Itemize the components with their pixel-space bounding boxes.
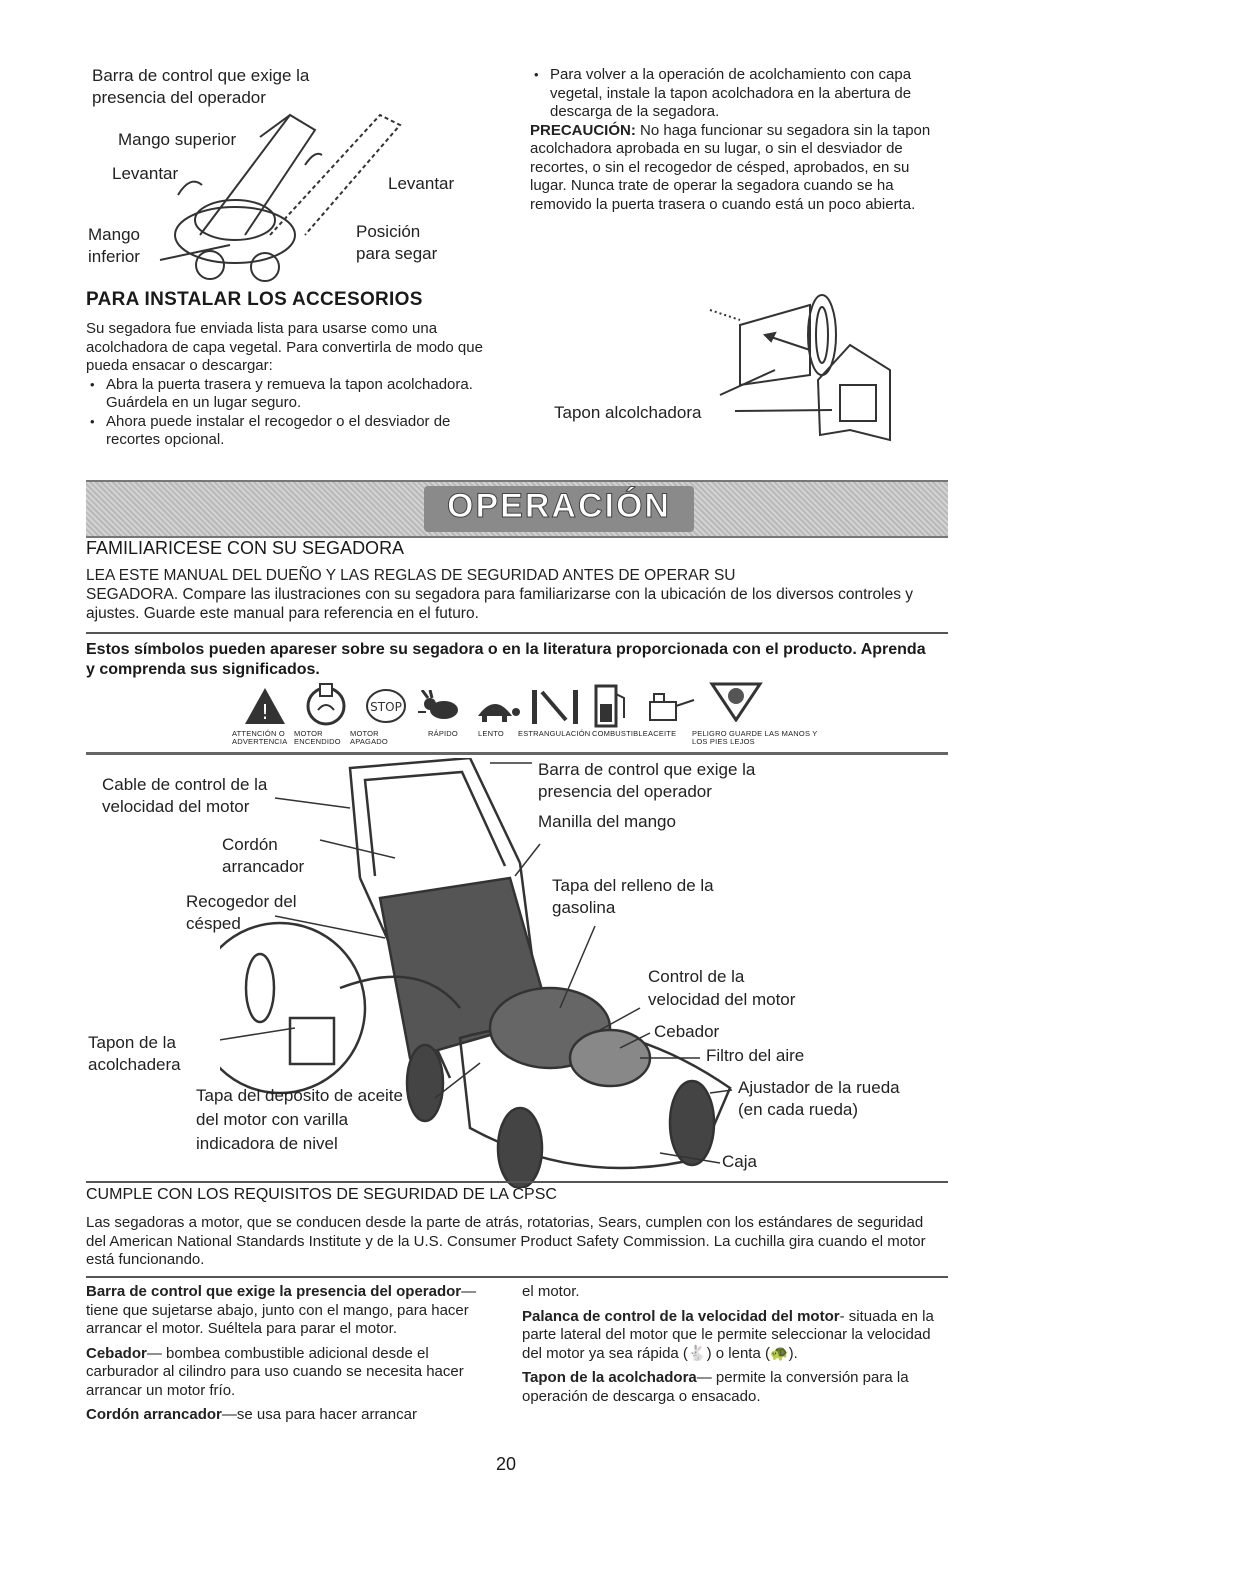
familiaricese-rest: SEGADORA. Compare las ilustraciones con su segadora para familiarizarse con la ubicación de los diversos controles y ajustes. Guarde este manual para referencia en el futuro. <box>86 586 914 622</box>
symbols-intro: Estos símbolos pueden apareser sobre su segadora o en la literatura proporcionada con el producto. Aprenda y comprenda sus significados. <box>86 641 926 678</box>
label-tapa-aceite-line2: del motor con varilla <box>196 1110 349 1129</box>
label-recogedor-line1: Recogedor del <box>186 892 297 911</box>
oil-can-icon <box>640 690 696 724</box>
familiaricese-upper: LEA ESTE MANUAL DEL DUEÑO Y LAS REGLAS DE SEGURIDAD ANTES DE OPERAR SU <box>86 567 736 584</box>
def-tapon <box>522 1369 942 1406</box>
label-barra-mower-line2: presencia del operador <box>538 782 712 801</box>
label-posicion-line2: para segar <box>356 244 438 263</box>
mulch-plug-illustration <box>700 285 940 450</box>
label-manilla: Manilla del mango <box>538 812 676 831</box>
operacion-banner <box>86 480 948 538</box>
precaucion-text: No haga funcionar su segadora sin la tapon acolchadora aprobada en su lugar, o sin el desviador de recortes, o sin el recogedor de césped, aprobados, en su lugar. Nunca trate de operar la segadora cuando se ha removido la puerta trasera o cuando está un poco abierta. <box>530 121 931 213</box>
label-tapa-aceite-line1: Tapa del deposito de aceite <box>196 1086 403 1105</box>
instalar-bullet-1: • Abra la puerta trasera y remueva la tapon acolchadora. Guárdela en un lugar seguro. <box>86 376 506 413</box>
caption-oil: ACEITE <box>648 729 677 738</box>
label-barra-mower-line1: Barra de control que exige la <box>538 760 756 779</box>
label-barra-line1: Barra de control que exige la <box>92 66 310 85</box>
label-barra-line2: presencia del operador <box>92 88 266 107</box>
heading-cpsc: CUMPLE CON LOS REQUISITOS DE SEGURIDAD DE LA CPSC <box>86 1186 557 1203</box>
caption-fuel: COMBUSTIBLE <box>592 729 648 738</box>
label-tapon-line1: Tapon de la <box>88 1033 176 1052</box>
instalar-accesorios-text <box>86 320 506 450</box>
caption-engine-on: MOTOR ENCENDIDO <box>294 729 341 746</box>
divider-2 <box>86 752 948 755</box>
precaucion-label: PRECAUCIÓN: <box>530 121 636 139</box>
caption-engine-stop: MOTOR APAGADO <box>350 729 388 746</box>
label-recogedor-line2: césped <box>186 914 241 933</box>
caption-choke: ESTRANGULACIÓN <box>518 729 591 738</box>
label-tapon-alcolchadora: Tapon alcolchadora <box>554 403 702 422</box>
engine-stop-icon <box>365 688 407 724</box>
def-cordon-term: Cordón arrancador <box>86 1406 222 1423</box>
label-control-velocidad-line1: Control de la <box>648 967 745 986</box>
def-cebador-text: — bombea combustible adicional desde el carburador al cilindro para uso cuando se necesita hacer arrancar un motor frío. <box>86 1344 464 1399</box>
page-number: 20 <box>496 1454 517 1474</box>
def-barra-term: Barra de control que exige la presencia del operador <box>86 1283 462 1300</box>
label-caja: Caja <box>722 1152 757 1171</box>
divider-4 <box>86 1276 948 1278</box>
fuel-pump-icon <box>594 684 628 728</box>
label-tapa-gasolina-line2: gasolina <box>552 898 616 917</box>
instalar-bullet-2: • Ahora puede instalar el recogedor o el desviador de recortes opcional. <box>86 413 506 450</box>
label-cordon-line1: Cordón <box>222 835 278 854</box>
label-mango-inferior-line1: Mango <box>88 225 140 244</box>
label-tapa-gasolina-line1: Tapa del relleno de la <box>552 876 714 895</box>
divider-1 <box>86 632 948 634</box>
label-filtro: Filtro del aire <box>706 1046 805 1065</box>
heading-instalar-accesorios: PARA INSTALAR LOS ACCESORIOS <box>86 289 423 310</box>
def-palanca-term: Palanca de control de la velocidad del motor <box>522 1307 840 1325</box>
def-cordon <box>86 1406 498 1425</box>
svg-text:!: ! <box>260 700 270 724</box>
instalar-intro: Su segadora fue enviada lista para usarse como una acolchadora de capa vegetal. Para convertirla de modo que pueda ensacar o descargar: <box>86 320 483 374</box>
cpsc-text: Las segadoras a motor, que se conducen desde la parte de atrás, rotatorias, Sears, cumplen con los estándares de seguridad del American National Standards Institute y de la U.S. Consumer Product Safety Commission. La cuchilla gira cuando el motor está funcionando. <box>86 1214 926 1268</box>
label-levantar-left: Levantar <box>112 164 179 183</box>
label-cable-line2: velocidad del motor <box>102 797 250 816</box>
label-control-velocidad-line2: velocidad del motor <box>648 990 796 1009</box>
label-ajustador-line2: (en cada rueda) <box>738 1100 859 1119</box>
def-cordon-text: —se usa para hacer arrancar <box>221 1406 417 1423</box>
caption-danger: PELIGRO GUARDE LAS MANOS Y LOS PIES LEJOS <box>692 729 818 746</box>
def-continuation: el motor. <box>522 1283 580 1300</box>
banner-title: OPERACIÓN <box>447 487 671 525</box>
label-cebador: Cebador <box>654 1022 720 1041</box>
label-tapon-line2: acolchadera <box>88 1055 181 1074</box>
precaucion-block <box>530 66 950 214</box>
label-posicion-line1: Posición <box>356 222 421 241</box>
def-palanca <box>522 1308 942 1364</box>
turtle-slow-icon <box>470 694 520 724</box>
acolchamiento-bullet: • Para volver a la operación de acolchamiento con capa vegetal, instale la tapon acolchadora en la abertura de descarga de la segadora. <box>530 66 950 122</box>
def-cebador <box>86 1345 498 1401</box>
handle-positions-illustration <box>140 95 420 285</box>
def-palanca-text: - situada en la parte lateral del motor que le permite seleccionar la velocidad del motor ya sea rápida (🐇) o lenta (🐢). <box>522 1307 934 1362</box>
def-cebador-term: Cebador <box>86 1344 147 1362</box>
svg-text:STOP: STOP <box>370 700 402 714</box>
label-ajustador-line1: Ajustador de la rueda <box>738 1078 900 1097</box>
label-mango-inferior-line2: inferior <box>88 247 140 266</box>
heading-familiaricese: FAMILIARICESE CON SU SEGADORA <box>86 538 405 558</box>
familiaricese-text <box>86 566 926 623</box>
caption-fast: RÁPIDO <box>428 729 458 738</box>
label-mango-superior: Mango superior <box>118 130 237 149</box>
definitions-left <box>86 1283 498 1425</box>
def-barra-text: — tiene que sujetarse abajo, junto con el mango, para hacer arrancar el motor. Suéltela para parar el motor. <box>86 1283 477 1337</box>
divider-3 <box>86 1181 948 1183</box>
label-cordon-line2: arrancador <box>222 857 305 876</box>
warning-triangle-icon <box>243 686 287 726</box>
caption-slow: LENTO <box>478 729 504 738</box>
engine-on-icon <box>304 680 348 726</box>
caption-warning: ATTENCIÓN O ADVERTENCIA <box>232 729 288 746</box>
label-cable-line1: Cable de control de la <box>102 775 268 794</box>
definitions-right <box>522 1283 942 1406</box>
def-tapon-text: — permite la conversión para la operación de descarga o ensacado. <box>522 1369 909 1405</box>
choke-icon <box>530 686 580 726</box>
def-barra <box>86 1283 498 1339</box>
label-tapa-aceite-line3: indicadora de nivel <box>196 1134 338 1153</box>
def-tapon-term: Tapon de la acolchadora <box>522 1369 697 1386</box>
label-levantar-right: Levantar <box>388 174 455 193</box>
precaucion-paragraph <box>530 122 950 215</box>
rabbit-fast-icon <box>418 690 464 724</box>
hand-danger-icon <box>708 680 764 722</box>
